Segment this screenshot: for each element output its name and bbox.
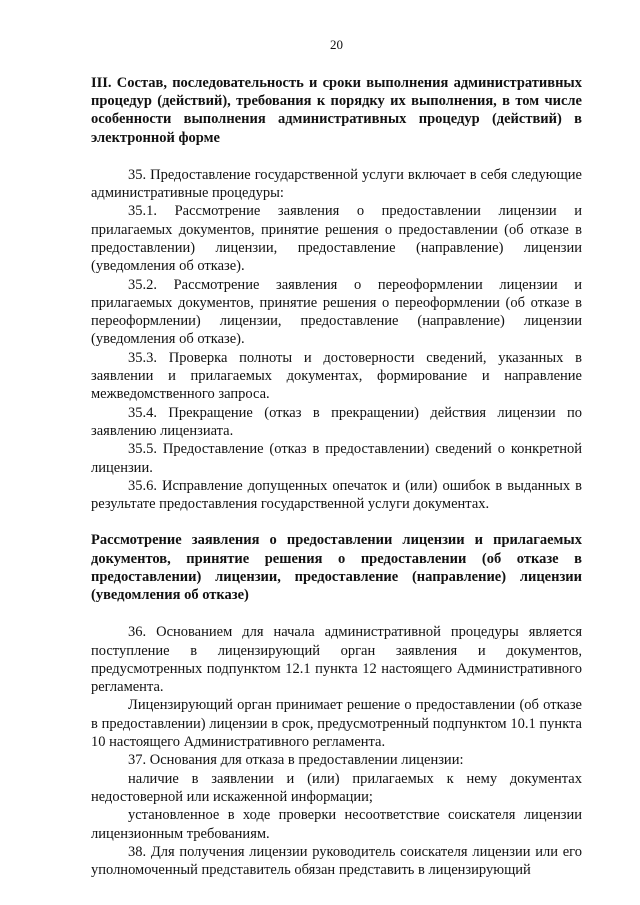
page-number: 20 [330,37,343,52]
paragraph-35-2: 35.2. Рассмотрение заявления о переоформлении лицензии и прилагаемых документов, принятие решения о переоформлении (об отказе в переоформлении) лицензии, предоставление (направление) лицензии (уведомления об отказе). [91,276,582,348]
procedures-list [91,166,582,514]
paragraph-38: 38. Для получения лицензии руководитель соискателя лицензии или его уполномоченный представитель обязан представить в лицензирующий [91,843,582,879]
paragraph-35-6: 35.6. Исправление допущенных опечаток и (или) ошибок в выданных в результате предоставления государственной услуги документах. [91,477,582,513]
paragraph-37: 37. Основания для отказа в предоставлении лицензии: [128,752,464,769]
paragraph-36: 36. Основанием для начала административной процедуры является поступление в лицензирующий орган заявления и документов, предусмотренных подпунктом 12.1 пункта 12 настоящего Административного регламента. [91,624,582,696]
paragraph-36-decision: Лицензирующий орган принимает решение о предоставлении (об отказе в предоставлении) лицензии в срок, предусмотренный подпунктом 10.1 пункта 10 настоящего Административного регламента. [91,697,582,751]
paragraph-35-1: 35.1. Рассмотрение заявления о предоставлении лицензии и прилагаемых документов, принятие решения о предоставлении (об отказе в предоставлении) лицензии, предоставление (направление) лицензии (уведомления об отказе). [91,203,582,275]
procedure-details [91,623,582,879]
paragraph-35-3: 35.3. Проверка полноты и достоверности сведений, указанных в заявлении и прилагаемых документах, формирование и направление межведомственного запроса. [91,349,582,403]
paragraph-37-ground-2: установленное в ходе проверки несоответствие соискателя лицензии лицензионным требованиям. [91,807,582,842]
paragraph-35: 35. Предоставление государственной услуги включает в себя следующие административные процедуры: [91,166,582,202]
section-heading: III. Состав, последовательность и сроки выполнения административных процедур (действий), требования к порядку их выполнения, в том числе особенности выполнения административных процедур (действий) в электронной форме [91,75,582,146]
paragraph-35-5: 35.5. Предоставление (отказ в предоставлении) сведений о конкретной лицензии. [91,441,582,476]
subsection-heading: Рассмотрение заявления о предоставлении лицензии и прилагаемых документов, принятие решения о предоставлении (об отказе в предоставлении) лицензии, предоставление (направление) лицензии (уведомления об отказе) [91,532,582,604]
paragraph-35-4: 35.4. Прекращение (отказ в прекращении) действия лицензии по заявлению лицензиата. [91,404,582,439]
paragraph-37-ground-1: наличие в заявлении и (или) прилагаемых к нему документах недостоверной или искаженной информации; [91,770,582,805]
